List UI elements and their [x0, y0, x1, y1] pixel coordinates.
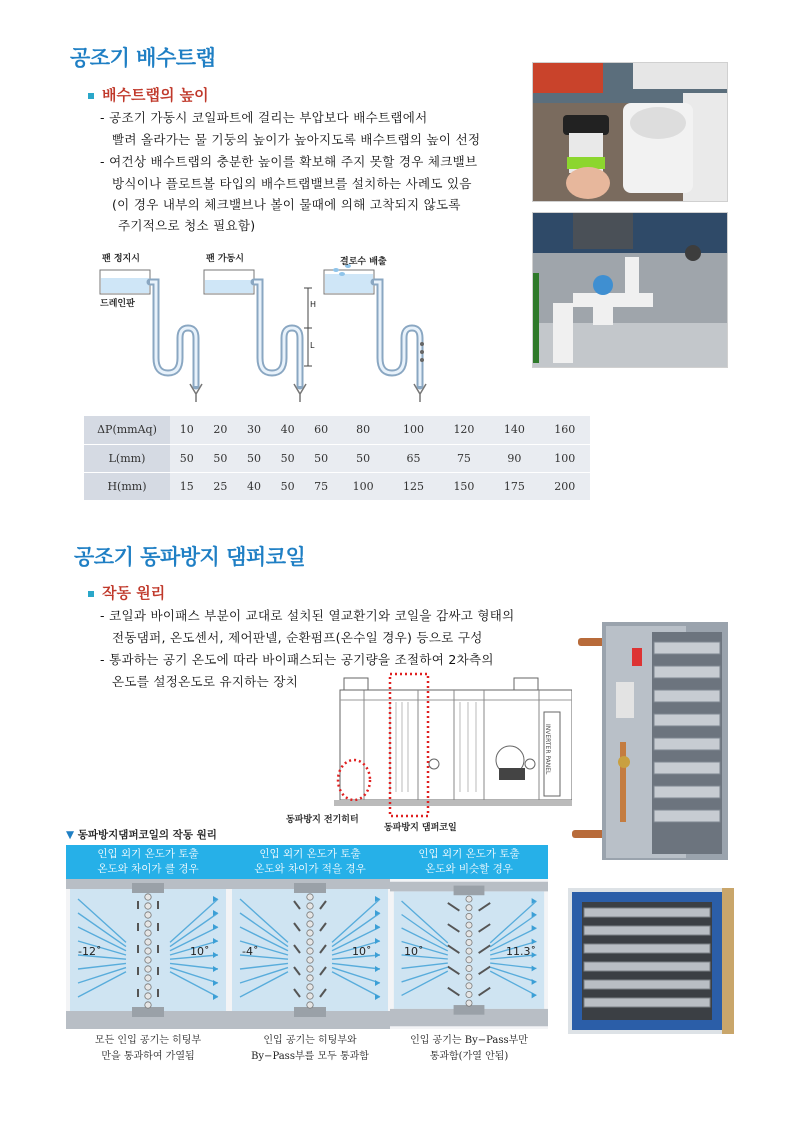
- triangle-down-icon: ▼: [66, 829, 78, 841]
- coil-tube: [307, 894, 313, 900]
- section-title-drain-trap: 공조기 배수트랩: [70, 46, 216, 70]
- coil-tube: [307, 966, 313, 972]
- coil-tube: [145, 957, 151, 963]
- body-line: - 코일과 바이패스 부분이 교대로 설치된 열교환기와 코일을 감싸고 형태의: [100, 608, 515, 623]
- table-row: [84, 444, 590, 472]
- table-cell: 65: [388, 444, 438, 472]
- drain-trap-photo: [532, 62, 728, 202]
- coil-tube: [466, 931, 472, 937]
- table-cell: 20: [204, 416, 238, 444]
- coil-tube: [466, 965, 472, 971]
- table-cell: 50: [271, 444, 305, 472]
- coil-tube: [145, 984, 151, 990]
- table-cell: 175: [489, 472, 539, 500]
- coil-tube: [145, 1002, 151, 1008]
- panel-diagram: [228, 879, 392, 1029]
- coil-tube: [307, 903, 313, 909]
- body-line: 온도를 설정온도로 유지하는 장치: [112, 674, 299, 689]
- coil-tube: [145, 948, 151, 954]
- table-cell: 50: [271, 472, 305, 500]
- installed-trap-photo: [532, 212, 728, 368]
- label-l: L: [310, 341, 315, 350]
- coil-tube: [466, 939, 472, 945]
- table-cell: 30: [237, 416, 271, 444]
- damper-coil-product-photo: [572, 612, 740, 868]
- panel-caption: 인입 공기는 By−Pass부만 통과함(가열 안됨): [410, 1035, 528, 1062]
- label-drain-pan: 드레인판: [100, 299, 135, 309]
- coil-tube: [145, 993, 151, 999]
- ahu-drawing: [334, 672, 578, 822]
- coil-tube: [145, 903, 151, 909]
- table-cell: 100: [540, 444, 590, 472]
- label-h: H: [310, 300, 317, 309]
- body-line: - 공조기 가동시 코일파트에 걸리는 부압보다 배수트랩에서: [100, 110, 428, 125]
- coil-tube: [307, 984, 313, 990]
- subtitle-text: 작동 원리: [102, 584, 166, 602]
- panel-header: 인입 외기 온도가 토출 온도와 비슷할 경우: [390, 845, 548, 879]
- body-line: 방식이나 플로트볼 타입의 배수트랩밸브를 설치하는 사례도 있음: [112, 176, 472, 191]
- table-cell: 50: [204, 444, 238, 472]
- coil-tube: [145, 966, 151, 972]
- label-fan-stop: 팬 정지시: [102, 254, 140, 264]
- coil-header-top: [294, 883, 326, 893]
- table-cell: 120: [439, 416, 489, 444]
- coil-tube: [307, 993, 313, 999]
- outlet-temp: 10˚: [352, 945, 372, 958]
- coil-tube: [307, 939, 313, 945]
- panel-diagram: [390, 879, 548, 1029]
- panel-caption: 모든 인입 공기는 히팅부 만을 통과하여 가열됨: [94, 1035, 202, 1062]
- coil-tube: [145, 912, 151, 918]
- coil-tube: [466, 974, 472, 980]
- square-bullet-icon: [88, 591, 94, 597]
- label-discharge: 결로수 배출: [340, 257, 387, 267]
- table-cell: 60: [304, 416, 338, 444]
- table-cell: 15: [170, 472, 204, 500]
- blue-damper-photo: [568, 888, 734, 1034]
- coil-tube: [466, 983, 472, 989]
- inverter-panel-label: INVERTER PANEL: [544, 724, 551, 775]
- coil-tube: [145, 930, 151, 936]
- coil-tube: [466, 957, 472, 963]
- square-bullet-icon: [88, 93, 94, 99]
- inlet-temp: -12˚: [78, 945, 102, 958]
- table-cell: 10: [170, 416, 204, 444]
- table-row: [84, 472, 590, 500]
- principle-panel-2: [228, 845, 392, 1069]
- coil-tube: [307, 921, 313, 927]
- coil-tube: [466, 905, 472, 911]
- table-cell: 50: [237, 444, 271, 472]
- outlet-temp: 11.3˚: [506, 945, 536, 958]
- principle-panel-3: [390, 845, 548, 1069]
- body-line: - 여건상 배수트랩의 충분한 높이를 확보해 주지 못할 경우 체크밸브: [100, 154, 478, 169]
- coil-tube: [307, 957, 313, 963]
- coil-tube: [466, 948, 472, 954]
- coil-tube: [145, 975, 151, 981]
- coil-header-top: [132, 883, 164, 893]
- table-cell: 40: [271, 416, 305, 444]
- table-cell: 150: [439, 472, 489, 500]
- coil-tube: [466, 922, 472, 928]
- principle-panel-1: [66, 845, 230, 1069]
- table-cell: 50: [170, 444, 204, 472]
- table-cell: 100: [338, 472, 388, 500]
- outlet-temp: 10˚: [190, 945, 210, 958]
- coil-tube: [466, 991, 472, 997]
- table-cell: 50: [304, 444, 338, 472]
- table-cell: 50: [338, 444, 388, 472]
- panel-caption: 인입 공기는 히팅부와 By−Pass부를 모두 통과함: [251, 1035, 369, 1062]
- coil-tube: [307, 930, 313, 936]
- panel-header: 인입 외기 온도가 토출 온도와 차이가 적을 경우: [228, 845, 392, 879]
- label-damper-coil: 동파방지 댐퍼코일: [384, 823, 457, 833]
- table-cell: 125: [388, 472, 438, 500]
- coil-tube: [307, 948, 313, 954]
- body-line: 주기적으로 청소 필요함): [118, 218, 256, 233]
- trap-height-table: [84, 416, 590, 501]
- table-cell: 75: [304, 472, 338, 500]
- coil-tube: [307, 1002, 313, 1008]
- section-subtitle-principle: [88, 582, 165, 603]
- section-title-damper-coil: 공조기 동파방지 댐퍼코일: [74, 545, 306, 569]
- table-cell: 40: [237, 472, 271, 500]
- panel-diagram: [66, 879, 230, 1029]
- coil-tube: [145, 921, 151, 927]
- table-cell: 80: [338, 416, 388, 444]
- body-line: 빨려 올라가는 물 기둥의 높이가 높아지도록 배수트랩의 높이 선정: [112, 132, 481, 147]
- coil-tube: [307, 975, 313, 981]
- subtitle-text: 배수트랩의 높이: [102, 86, 209, 104]
- inlet-temp: -4˚: [242, 945, 259, 958]
- coil-tube: [145, 894, 151, 900]
- table-cell: 75: [439, 444, 489, 472]
- table-cell: 25: [204, 472, 238, 500]
- row-header: ΔP(mmAq): [84, 416, 170, 444]
- table-cell: 160: [540, 416, 590, 444]
- coil-tube: [466, 1000, 472, 1006]
- table-cell: 200: [540, 472, 590, 500]
- panel-header: 인입 외기 온도가 토출 온도와 차이가 클 경우: [66, 845, 230, 879]
- body-line: 전동댐퍼, 온도센서, 제어판넬, 순환펌프(온수일 경우) 등으로 구성: [112, 630, 483, 645]
- label-electric-heater: 동파방지 전기히터: [286, 815, 359, 825]
- row-header: H(mm): [84, 472, 170, 500]
- table-cell: 140: [489, 416, 539, 444]
- table-row: [84, 416, 590, 444]
- body-line: (이 경우 내부의 체크밸브나 볼이 물때에 의해 고착되지 않도록: [112, 197, 461, 212]
- section-subtitle-trap-height: [88, 84, 209, 105]
- label-fan-run: 팬 가동시: [206, 254, 244, 264]
- inlet-temp: 10˚: [404, 945, 424, 958]
- coil-tube: [466, 913, 472, 919]
- body-line: - 통과하는 공기 온도에 따라 바이패스되는 공기량을 조절하여 2차측의: [100, 652, 494, 667]
- table-cell: 100: [388, 416, 438, 444]
- coil-tube: [466, 896, 472, 902]
- figure-caption: ▼ 동파방지댐퍼코일의 작동 원리: [66, 829, 217, 841]
- trap-diagram: [96, 248, 436, 408]
- coil-header-top: [454, 886, 485, 896]
- coil-tube: [145, 939, 151, 945]
- row-header: L(mm): [84, 444, 170, 472]
- table-cell: 90: [489, 444, 539, 472]
- coil-tube: [307, 912, 313, 918]
